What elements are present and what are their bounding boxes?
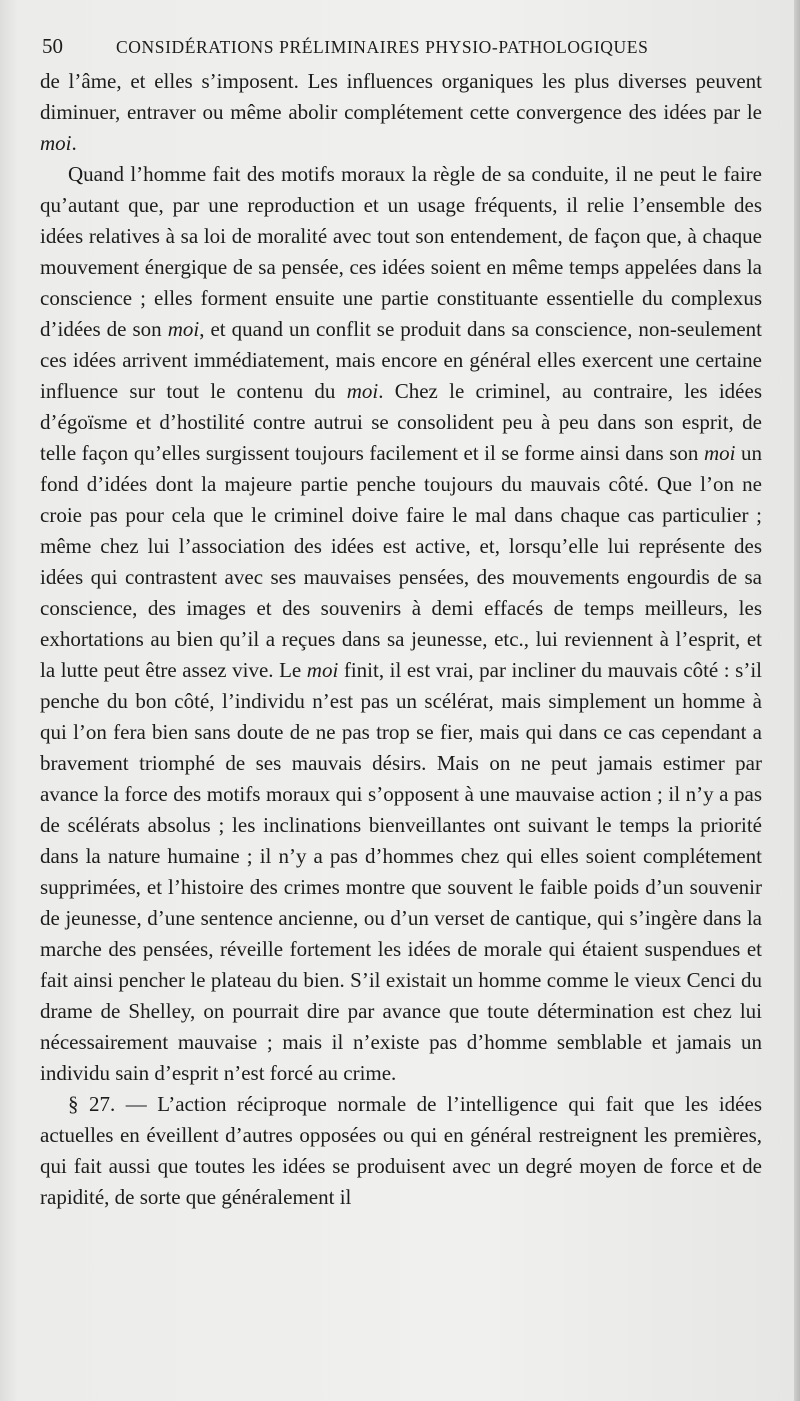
text-run: de l’âme, et elles s’imposent. Les influences organiques les plus diverses peuvent diminuer, entraver ou même abolir complétement cette convergence des idées par le — [40, 69, 762, 124]
paragraph-continuation — [40, 66, 762, 159]
italic-term: moi — [346, 379, 379, 403]
text-run: . Chez le criminel, au contraire, les idées d’égoïsme et d’hostilité contre autrui se consolident peu à peu dans son esprit, de telle façon qu’elles surgissent toujours facilement et il se forme ainsi dans son — [40, 379, 762, 465]
text-run: un fond d’idées dont la majeure partie penche toujours du mauvais côté. Que l’on ne croie pas pour cela que le criminel doive faire le mal dans chaque cas particulier ; même chez lui l’association des idées est active, et, lorsqu’elle lui représente des idées qui contrastent avec ses mauvaises pensées, des mouvements engourdis de sa conscience, des images et des souvenirs à demi effacés de temps meilleurs, les exhortations au bien qu’il a reçues dans sa jeunesse, etc., lui reviennent à l’esprit, et la lutte peut être assez vive. Le — [40, 441, 762, 682]
text-run: § 27. — L’action réciproque normale de l’intelligence qui fait que les idées actuelles en éveillent d’autres opposées ou qui en général restreignent les premières, qui fait aussi que toutes les idées se produisent avec un degré moyen de force et de rapidité, de sorte que généralement il — [40, 1092, 762, 1209]
body-text — [40, 66, 762, 1213]
text-run: , et quand un conflit se produit dans sa conscience, non-seulement ces idées arrivent immédiatement, mais encore en général elles exercent une certaine influence sur tout le contenu du — [40, 317, 762, 403]
text-run: Quand l’homme fait des motifs moraux la règle de sa conduite, il ne peut le faire qu’autant que, par une reproduction et un usage fréquents, il relie l’ensemble des idées relatives à sa loi de moralité avec tout son entendement, de façon que, à chaque mouvement énergique de sa pensée, ces idées soient en même temps appelées dans la conscience ; elles forment ensuite une partie constituante essentielle du complexus d’idées de son — [40, 162, 762, 341]
running-header — [40, 34, 760, 64]
page-number: 50 — [42, 34, 63, 58]
italic-term: moi — [40, 131, 72, 155]
paragraph-section-27 — [40, 1089, 762, 1213]
text-run: finit, il est vrai, par incliner du mauvais côté : s’il penche du bon côté, l’individu n’est pas un scélérat, mais simplement un homme à qui l’on fera bien sans doute de ne pas trop se fier, mais qui dans ce cas cependant a bravement triomphé de ses mauvais désirs. Mais on ne peut jamais estimer par avance la force des motifs moraux qui s’opposent à une mauvaise action ; il n’y a pas de scélérats absolus ; les inclinations bienveillantes ont suivant le temps la priorité dans la nature humaine ; il n’y a pas d’hommes chez qui elles soient complétement supprimées, et l’histoire des crimes montre que souvent le faible poids d’un souvenir de jeunesse, d’une sentence ancienne, ou d’un verset de cantique, qui s’ingère dans la marche des pensées, réveille fortement les idées de morale qui étaient suspendues et fait ainsi pencher le plateau du bien. S’il existait un homme comme le vieux Cenci du drame de Shelley, on pourrait dire par avance que toute détermination est chez lui nécessairement mauvaise ; mais il n’existe pas d’homme semblable et jamais un individu sain d’esprit n’est forcé au crime. — [40, 658, 762, 1085]
running-title: CONSIDÉRATIONS PRÉLIMINAIRES PHYSIO-PATHOLOGIQUES — [116, 37, 649, 57]
italic-term: moi — [167, 317, 200, 341]
italic-term: moi — [306, 658, 339, 682]
paragraph-moral-motives — [40, 159, 762, 1089]
page-edge-shadow — [794, 0, 800, 1401]
text-run: . — [71, 131, 77, 155]
italic-term: moi — [703, 441, 736, 465]
